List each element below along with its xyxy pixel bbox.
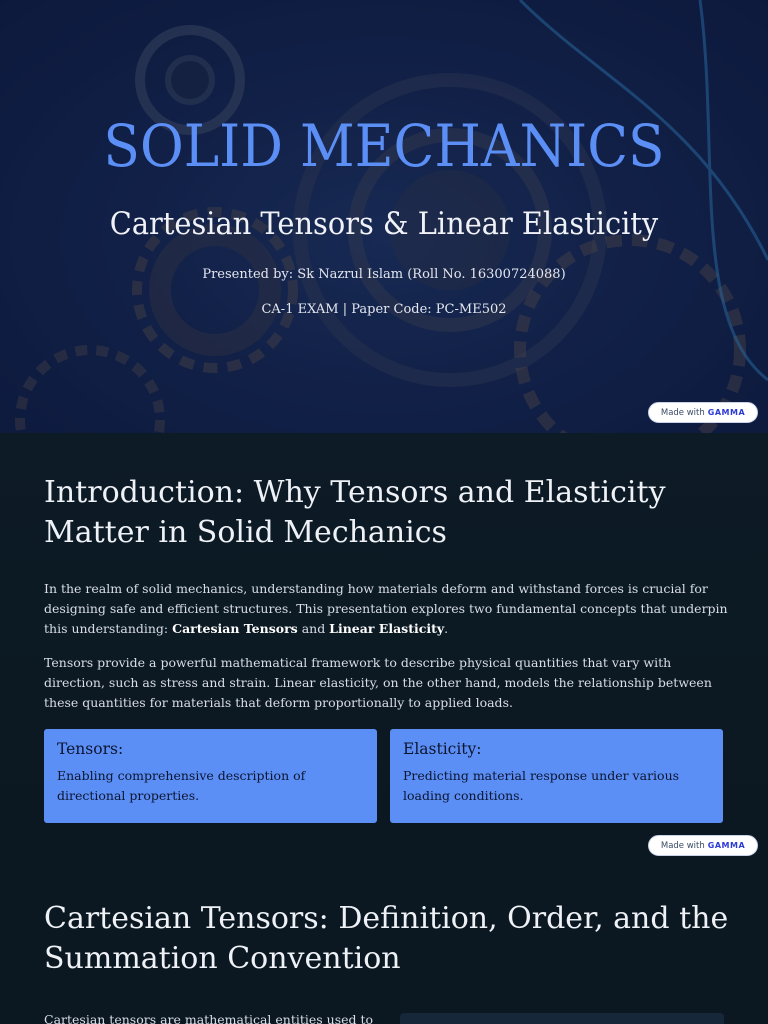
presentation-title: SOLID MECHANICS bbox=[103, 112, 665, 180]
tensors-card bbox=[44, 729, 377, 823]
tensors-heading: Cartesian Tensors: Definition, Order, and the Summation Convention bbox=[44, 901, 729, 976]
tensors-card-title: Tensors: bbox=[57, 740, 124, 758]
intro-p1-text: In the realm of solid mechanics, understanding how materials deform and withstand forces is crucial for designing safe and efficient structures. This presentation explores two fundamental concepts that underpin this understanding: bbox=[44, 581, 728, 636]
intro-p1-bold-tensors: Cartesian Tensors bbox=[172, 621, 298, 636]
elasticity-card-title: Elasticity: bbox=[403, 740, 482, 758]
tensors-paragraph-1: Cartesian tensors are mathematical entities used to bbox=[44, 1012, 374, 1024]
introduction-slide bbox=[0, 433, 768, 858]
presenter-line: Presented by: Sk Nazrul Islam (Roll No. 16300724088) bbox=[202, 267, 566, 282]
content-panel bbox=[400, 1013, 724, 1024]
intro-p1-end: . bbox=[444, 621, 449, 636]
badge-label: Made with bbox=[660, 407, 705, 418]
intro-paragraph-1 bbox=[44, 579, 734, 639]
exam-line: CA-1 EXAM | Paper Code: PC-ME502 bbox=[261, 302, 507, 317]
intro-p1-bold-elasticity: Linear Elasticity bbox=[329, 621, 445, 636]
presentation-subtitle: Cartesian Tensors & Linear Elasticity bbox=[109, 206, 659, 242]
elasticity-card-body: Predicting material response under various loading conditions. bbox=[403, 768, 680, 803]
made-with-gamma-badge[interactable] bbox=[648, 835, 758, 856]
title-slide bbox=[0, 0, 768, 433]
intro-p1-and: and bbox=[297, 621, 330, 636]
intro-heading: Introduction: Why Tensors and Elasticity Matter in Solid Mechanics bbox=[44, 475, 666, 550]
gamma-logo: GAMMA bbox=[707, 841, 746, 850]
elasticity-card bbox=[390, 729, 723, 823]
made-with-gamma-badge[interactable] bbox=[648, 402, 758, 423]
cartesian-tensors-slide bbox=[0, 858, 768, 1024]
tensors-card-body: Enabling comprehensive description of directional properties. bbox=[57, 768, 306, 803]
gamma-logo: GAMMA bbox=[707, 408, 746, 417]
intro-paragraph-2: Tensors provide a powerful mathematical framework to describe physical quantities that vary with direction, such as stress and strain. Linear elasticity, on the other hand, models the relationship between these quantities for materials that deform proportionally to applied loads. bbox=[44, 655, 712, 710]
badge-label: Made with bbox=[660, 840, 705, 851]
